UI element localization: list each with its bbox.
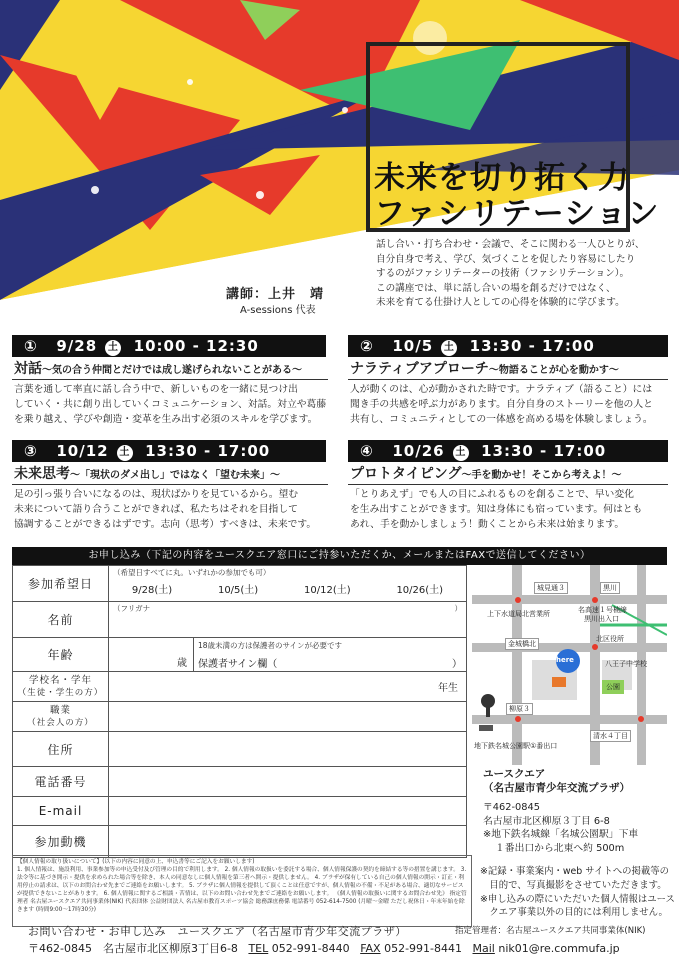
map-label: 八王子中学校 (605, 660, 647, 668)
notes (480, 865, 675, 920)
session-1-title (14, 360, 302, 380)
form-header: お申し込み（下記の内容をユースクエア窓口にご持参いただくか、メールまたはFAXで送信してください） (12, 547, 667, 565)
map-label: 北区役所 (596, 635, 624, 643)
session-subtitle: 〜気の合う仲間とだけでは成し遂げられないことがある〜 (42, 365, 302, 376)
venue-info (483, 768, 673, 855)
job-label-sub: （社会人の方） (27, 717, 94, 728)
job-field[interactable] (109, 702, 467, 732)
session-date: 9/28 (56, 337, 98, 355)
intro-line: するのがファシリテーターの技術（ファシリテーション）。 (376, 268, 630, 280)
session-2-body (350, 382, 670, 427)
page-title (374, 160, 674, 232)
map-here-label: here (556, 656, 574, 664)
intro-text (376, 238, 676, 311)
session-weekday: 土 (441, 340, 457, 356)
date-option[interactable]: 9/28(土) (131, 585, 173, 596)
motive-label: 参加動機 (13, 826, 109, 858)
guardian-note: 18歳未満の方は保護者のサインが必要です (198, 641, 343, 650)
footer-manager: 指定管理者：名古屋ユースクエア共同事業体(NIK) (455, 926, 646, 936)
body-line: 聞き手の共感を呼ぶ力があります。自分自身のストーリーを他の人と (350, 399, 653, 410)
session-date: 10/12 (56, 442, 109, 460)
map-label: 地下鉄名城公園駅①番出口 (474, 742, 558, 750)
name-label: 名前 (13, 602, 109, 638)
address-field[interactable] (109, 732, 467, 767)
map-label: 城見通３ (534, 582, 568, 594)
email-field[interactable] (109, 797, 467, 826)
venue-postal: 〒462-0845 (483, 802, 540, 813)
age-field[interactable] (109, 638, 467, 672)
fax-number: 052-991-8441 (384, 942, 463, 955)
application-form (12, 565, 467, 858)
session-2-divider (348, 379, 668, 380)
map-label: 公園 (606, 683, 620, 691)
session-2-title (350, 360, 619, 380)
session-title-main: ナラティブアプローチ (350, 361, 489, 377)
body-line: 足の引っ張り合いになるのは、現状ばかりを見ているから。望む (14, 489, 299, 500)
job-label (13, 702, 109, 732)
note-line: 目的で、写真撮影をさせていただきます。 (480, 879, 667, 891)
privacy-notice (12, 855, 472, 927)
session-date: 10/5 (392, 337, 434, 355)
tel-number[interactable]: 052-991-8440 (271, 942, 350, 955)
session-num: ① (24, 337, 38, 355)
school-label (13, 672, 109, 702)
session-4-header (348, 440, 668, 462)
phone-field[interactable] (109, 767, 467, 797)
intro-line: この講座では、単に話し合いの場を創るだけではなく、 (376, 282, 616, 294)
date-option[interactable]: 10/12(土) (304, 585, 351, 596)
access-map (472, 565, 667, 765)
motive-field[interactable] (109, 826, 467, 858)
footer-contact: お問い合わせ・お申し込み ユースクエア（名古屋市青少年交流プラザ） (28, 925, 407, 938)
body-line: を生み出すことができます。知は身体にも宿っています。何はとも (350, 504, 643, 515)
session-3-header (12, 440, 326, 462)
lecturer-name: 講師：上井 靖 (226, 287, 325, 302)
guardian-sign-label: 保護者サイン欄（ (198, 659, 278, 670)
venue-name: ユースクエア (483, 768, 546, 780)
session-num: ② (360, 337, 374, 355)
session-date: 10/26 (392, 442, 445, 460)
session-2-header (348, 335, 668, 357)
session-title-main: 未来思考 (14, 466, 70, 482)
body-line: 人が動くのは、心が動かされた時です。ナラティブ（語ること）には (350, 384, 653, 395)
session-weekday: 土 (453, 445, 469, 461)
grade-unit: 年生 (438, 683, 458, 694)
session-weekday: 土 (117, 445, 133, 461)
guardian-close: ） (452, 659, 462, 670)
map-label: 金城橋北 (505, 638, 539, 650)
session-title-main: プロトタイピング (350, 466, 462, 482)
body-line: 共有し、コミュニティとしての一体感を高める場を体験しましょう。 (350, 414, 653, 425)
session-time: 13:30 - 17:00 (481, 442, 607, 460)
session-time: 13:30 - 17:00 (469, 337, 595, 355)
venue-access: １番出口から北東へ約 500m (495, 842, 625, 854)
email-label: E-mail (13, 797, 109, 826)
tel-label: TEL (248, 942, 269, 955)
school-label-sub: （生徒・学生の方） (17, 687, 104, 698)
date-option[interactable]: 10/26(土) (396, 585, 444, 596)
body-line: あれ、手を動かしましょう！動くことから未来は始まります。 (350, 519, 625, 530)
date-option[interactable]: 10/5(土) (217, 585, 259, 596)
title-line-1: 未来を切り拓く力 (374, 160, 630, 196)
address-label: 住所 (13, 732, 109, 767)
body-line: していく・共に創り出していくコミュニケーション、対話。対立や葛藤 (14, 399, 327, 410)
session-subtitle: 〜手を動かせ！そこから考えよ！〜 (461, 470, 622, 481)
venue-access: ※地下鉄名城線「名城公園駅」下車 (483, 829, 639, 840)
furigana-close: ） (454, 604, 462, 613)
map-label: 名高速１号楠線 (578, 606, 627, 614)
name-field[interactable] (109, 602, 467, 638)
job-label-main: 職業 (49, 704, 71, 716)
mail-label: Mail (472, 942, 495, 955)
session-4-title (350, 465, 621, 485)
session-num: ④ (360, 442, 374, 460)
date-hint: （希望日すべてに丸。いずれかの参加でも可） (113, 568, 271, 577)
session-4-divider (348, 484, 668, 485)
session-title-main: 対話 (14, 361, 42, 377)
session-time: 13:30 - 17:00 (145, 442, 271, 460)
body-line: を乗り越え、学びや創造・変革を生み出す必須のスキルを学びます。 (14, 414, 318, 425)
lecturer-affiliation: A-sessions 代表 (240, 305, 316, 316)
map-label: 柳原３ (506, 703, 533, 715)
note-line: クエア事業以外の目的には利用しません。 (480, 907, 668, 919)
session-3-body (14, 487, 330, 532)
session-1-body (14, 382, 330, 427)
intro-line: 話し合い・打ち合わせ・会議で、そこに関わる一人ひとりが、 (376, 239, 645, 250)
age-label: 年齢 (13, 638, 109, 672)
intro-line: 自分自身で考え、学び、気づくことを促したり容易にしたり (376, 253, 636, 265)
phone-label: 電話番号 (13, 767, 109, 797)
mail-address[interactable]: nik01@re.commufa.jp (498, 942, 620, 955)
note-line: ※記録・事業案内・web サイトへの掲載等の (480, 866, 669, 877)
venue-name-sub: （名古屋市青少年交流プラザ） (483, 781, 630, 794)
session-4-body (350, 487, 670, 532)
map-label: 黒川出入口 (584, 615, 619, 623)
body-line: 協調することができるはずです。志向（思考）すべきは、未来です。 (14, 519, 317, 530)
session-subtitle: 〜物語ることが心を動かす〜 (488, 365, 619, 376)
footer-details (28, 940, 620, 956)
session-time: 10:00 - 12:30 (133, 337, 259, 355)
session-1-divider (12, 379, 328, 380)
date-field[interactable] (109, 566, 467, 602)
privacy-text: 1. 個人情報は、施設利用、事業参加等の申込受付及び管理の目的で利用します。 2. 個人情報の取扱いを委託する場合、個人情報保護の契約を締結する等の措置を講じます。 3. 法令等に基づき開示・提供を求められた場合等を除き、本人の同意なしに個人情報を第三者へ開示・提供しません。 4. ブラザが保有している自己の個人情報の開示・訂正・利用停止の請求は、以下のお問合わせ先までご連絡をお願いします。 5. ブラザに個人情報を提供して頂くことは任意ですが、個人情報の不備・不足がある場合、適切なサービスが提供できないことがあります。 6. 個人情報に関するご相談・苦情は、以下のお問い合わせ先までご連絡をお願いします。 《個人情報の取扱いに関するお問合わせ先》 指定管理者 名古屋ユースクエア共同事業体(NIK) 代表団体 公益財団法人 名古屋市教育スポーツ協会 総務課庶務係 電話番号 052-614-7500 (月曜〜金曜 ただし祝休日・年末年始を除きます (時間9:00〜17時30分) (17, 867, 467, 913)
note-line: ※申し込みの際にいただいた個人情報はユース (480, 893, 675, 905)
school-label-main: 学校名・学年 (28, 674, 92, 686)
title-line-2: ファシリテーション (374, 196, 660, 232)
session-subtitle: 〜「現状のダメ出し」ではなく「望む未来」〜 (70, 470, 280, 481)
session-3-divider (12, 484, 328, 485)
session-num: ③ (24, 442, 38, 460)
fax-label: FAX (360, 942, 381, 955)
map-label: 上下水道局北営業所 (487, 610, 550, 618)
session-3-title (14, 465, 280, 485)
session-weekday: 土 (105, 340, 121, 356)
session-1-header (12, 335, 326, 357)
footer-postal: 〒462-0845 名古屋市北区柳原3丁目6-8 (28, 942, 238, 955)
school-field[interactable] (109, 672, 467, 702)
privacy-heading: 【個人情報の取り扱いについて】(以下の内容に同意の上、申込書等にご記入をお願いします) (17, 859, 255, 865)
map-label: 黒川 (600, 582, 620, 594)
map-label: 清水４丁目 (590, 730, 631, 742)
venue-address: 名古屋市北区柳原３丁目 6-8 (483, 815, 610, 827)
furigana-label: （フリガナ (113, 604, 151, 613)
date-label: 参加希望日 (13, 566, 109, 602)
body-line: 未来について語り合うことができれば、私たちはそれを目指して (14, 504, 298, 515)
age-unit: 歳 (109, 638, 194, 671)
body-line: 「とりあえず」でも人の目にふれるものを創ることで、早い変化 (350, 489, 634, 500)
body-line: 言葉を通して率直に話し合う中で、新しいものを一緒に見つけ出 (14, 384, 298, 395)
intro-line: 未来を育てる仕掛け人としての心得を体験的に学びます。 (376, 297, 625, 309)
